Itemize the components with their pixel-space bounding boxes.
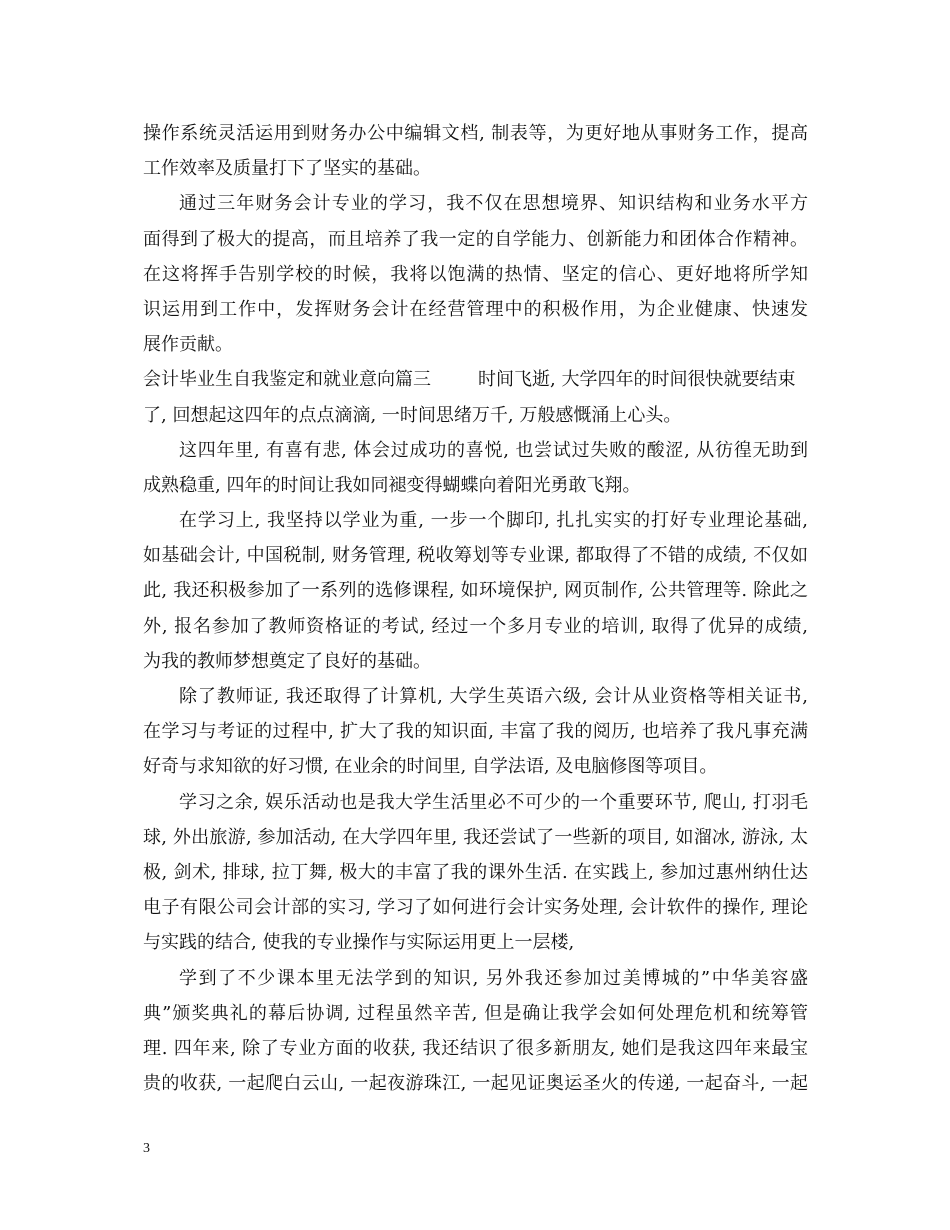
text-line: 工作效率及质量打下了坚实的基础。 — [143, 158, 431, 180]
text-line: 贵的收获, 一起爬白云山, 一起夜游珠江, 一起见证奥运圣火的传递, 一起奋斗, 一起 — [143, 1073, 808, 1095]
heading-tail-text: 时间飞逝, 大学四年的时间很快就要结束 — [478, 369, 796, 391]
text-line: 如基础会计, 中国税制, 财务管理, 税收筹划等专业课, 都取得了不错的成绩, 不仅如 — [143, 545, 808, 567]
page-number: 3 — [143, 1141, 150, 1156]
paragraph-first-line: 通过三年财务会计专业的学习，我不仅在思想境界、知识结构和业务水平方 — [179, 193, 808, 215]
section-heading-row — [143, 362, 808, 397]
paragraph-first-line: 除了教师证, 我还取得了计算机, 大学生英语六级, 会计从业资格等相关证书, — [179, 686, 808, 707]
text-line: 面得到了极大的提高，而且培养了我一定的自学能力、创新能力和团体合作精神。 — [143, 228, 808, 250]
paragraph-first-line: 这四年里, 有喜有悲, 体会过成功的喜悦, 也尝试过失败的酸涩, 从彷徨无助到 — [179, 439, 808, 461]
text-line: 了, 回想起这四年的点点滴滴, 一时间思绪万千, 万般感慨涌上心头。 — [143, 404, 682, 426]
text-line: 为我的教师梦想奠定了良好的基础。 — [143, 650, 431, 672]
text-line: 在这将挥手告别学校的时候，我将以饱满的热情、坚定的信心、更好地将所学知 — [143, 263, 808, 285]
document-body — [143, 116, 808, 1101]
paragraph-first-line: 在学习上, 我坚持以学业为重, 一步一个脚印, 扎扎实实的打好专业理论基础, — [179, 510, 808, 532]
text-line: 好奇与求知欲的好习惯, 在业余的时间里, 自学法语, 及电脑修图等项目。 — [143, 756, 718, 778]
section-heading: 会计毕业生自我鉴定和就业意向篇三 — [143, 369, 431, 391]
text-line: 识运用到工作中，发挥财务会计在经营管理中的积极作用，为企业健康、快速发 — [143, 298, 808, 320]
text-line: 球, 外出旅游, 参加活动, 在大学四年里, 我还尝试了一些新的项目, 如溜冰, 游泳, 太 — [143, 826, 808, 848]
text-line: 电子有限公司会计部的实习, 学习了如何进行会计实务处理, 会计软件的操作, 理论 — [143, 897, 808, 919]
text-line: 典”颁奖典礼的幕后协调, 过程虽然辛苦, 但是确让我学会如何处理危机和统筹管 — [143, 1002, 808, 1024]
text-line: 展作贡献。 — [143, 334, 233, 356]
text-line: 操作系统灵活运用到财务办公中编辑文档, 制表等，为更好地从事财务工作，提高 — [143, 123, 808, 144]
text-line: 理. 四年来, 除了专业方面的收获, 我还结识了很多新朋友, 她们是我这四年来最宝 — [143, 1037, 808, 1059]
text-line: 极, 剑术, 排球, 拉丁舞, 极大的丰富了我的课外生活. 在实践上, 参加过惠州纳仕达 — [143, 861, 808, 883]
text-line: 此, 我还积极参加了一系列的选修课程, 如环境保护, 网页制作, 公共管理等. 除此之 — [143, 580, 808, 602]
text-line: 成熟稳重, 四年的时间让我如同褪变得蝴蝶向着阳光勇敢飞翔。 — [143, 474, 641, 496]
text-line: 与实践的结合, 使我的专业操作与实际运用更上一层楼, — [143, 932, 575, 954]
paragraph-first-line: 学习之余, 娱乐活动也是我大学生活里必不可少的一个重要环节, 爬山, 打羽毛 — [179, 791, 808, 813]
text-line: 在学习与考证的过程中, 扩大了我的知识面, 丰富了我的阅历, 也培养了我凡事充满 — [143, 721, 808, 743]
text-line: 外, 报名参加了教师资格证的考试, 经过一个多月专业的培训, 取得了优异的成绩, — [143, 615, 808, 637]
paragraph-first-line: 学到了不少课本里无法学到的知识, 另外我还参加过美博城的”中华美容盛 — [179, 967, 808, 989]
